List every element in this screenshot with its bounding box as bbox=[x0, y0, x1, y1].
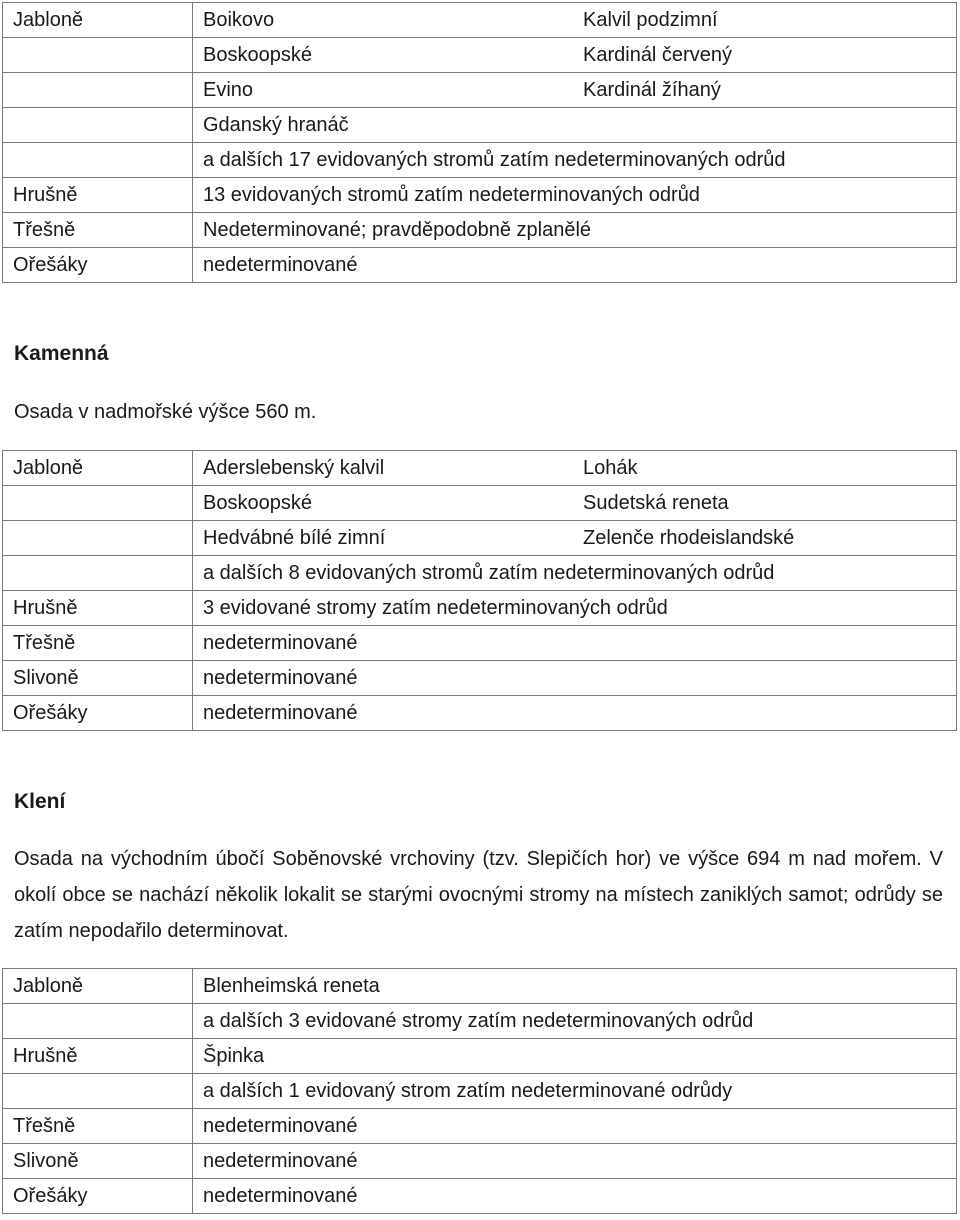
table-row bbox=[3, 521, 957, 556]
variety-cell: a dalších 8 evidovaných stromů zatím nedeterminovaných odrůd bbox=[193, 556, 957, 591]
table-row bbox=[3, 73, 957, 108]
table-row bbox=[3, 1039, 957, 1074]
category-cell: Třešně bbox=[3, 1109, 193, 1144]
category-cell: Slivoně bbox=[3, 1144, 193, 1179]
category-cell: Hrušně bbox=[3, 1039, 193, 1074]
table-row bbox=[3, 108, 957, 143]
table-row bbox=[3, 3, 957, 38]
variety-name: Zelenče rhodeislandské bbox=[583, 527, 795, 549]
variety-cell: nedeterminované bbox=[193, 1179, 957, 1214]
variety-cell bbox=[193, 451, 957, 486]
table-row bbox=[3, 38, 957, 73]
variety-name: Lohák bbox=[583, 457, 638, 479]
variety-cell: nedeterminované bbox=[193, 661, 957, 696]
variety-cell bbox=[193, 73, 957, 108]
variety-cell: a dalších 17 evidovaných stromů zatím nedeterminovaných odrůd bbox=[193, 143, 957, 178]
table-row bbox=[3, 486, 957, 521]
category-cell: Ořešáky bbox=[3, 248, 193, 283]
section-heading-kleni: Klení bbox=[14, 790, 66, 813]
variety-name: Boskoopské bbox=[203, 44, 312, 66]
category-cell: Ořešáky bbox=[3, 696, 193, 731]
table-row bbox=[3, 591, 957, 626]
variety-cell: nedeterminované bbox=[193, 1144, 957, 1179]
category-cell bbox=[3, 486, 193, 521]
table-row bbox=[3, 661, 957, 696]
category-cell: Slivoně bbox=[3, 661, 193, 696]
variety-name: Sudetská reneta bbox=[583, 492, 729, 514]
category-cell: Ořešáky bbox=[3, 1179, 193, 1214]
table-row bbox=[3, 213, 957, 248]
table-row bbox=[3, 248, 957, 283]
variety-name: Boskoopské bbox=[203, 492, 312, 514]
variety-cell: nedeterminované bbox=[193, 626, 957, 661]
table-row bbox=[3, 1179, 957, 1214]
variety-cell bbox=[193, 521, 957, 556]
table-row bbox=[3, 1074, 957, 1109]
section-heading-kamenna: Kamenná bbox=[14, 342, 109, 365]
table-row bbox=[3, 451, 957, 486]
variety-cell bbox=[193, 38, 957, 73]
variety-cell: Blenheimská reneta bbox=[193, 969, 957, 1004]
category-cell bbox=[3, 73, 193, 108]
orchard-table-2 bbox=[2, 450, 957, 731]
table-row bbox=[3, 969, 957, 1004]
variety-name: Kardinál žíhaný bbox=[583, 79, 721, 101]
variety-name: Evino bbox=[203, 79, 254, 101]
variety-cell: a dalších 3 evidované stromy zatím nedeterminovaných odrůd bbox=[193, 1004, 957, 1039]
table-row bbox=[3, 143, 957, 178]
table-row bbox=[3, 1144, 957, 1179]
table-row bbox=[3, 1004, 957, 1039]
variety-cell: Gdanský hranáč bbox=[193, 108, 957, 143]
table-row bbox=[3, 1109, 957, 1144]
table-row bbox=[3, 696, 957, 731]
variety-name: Aderslebenský kalvil bbox=[203, 457, 385, 479]
variety-cell bbox=[193, 486, 957, 521]
orchard-table-1 bbox=[2, 2, 957, 283]
category-cell bbox=[3, 38, 193, 73]
table-row bbox=[3, 556, 957, 591]
variety-name: Kalvil podzimní bbox=[583, 9, 718, 31]
variety-cell: nedeterminované bbox=[193, 1109, 957, 1144]
section-description-kleni: Osada na východním úbočí Soběnovské vrchoviny (tzv. Slepičích hor) ve výšce 694 m nad mořem. V okolí obce se nachází několik lokalit se starými ovocnými stromy na místech zaniklých samot; odrůdy se zatím nepodařilo determinovat. bbox=[14, 848, 943, 942]
variety-name: Kardinál červený bbox=[583, 44, 732, 66]
category-cell: Hrušně bbox=[3, 591, 193, 626]
category-cell: Jabloně bbox=[3, 969, 193, 1004]
variety-name: Hedvábné bílé zimní bbox=[203, 527, 386, 549]
category-cell: Jabloně bbox=[3, 3, 193, 38]
category-cell bbox=[3, 108, 193, 143]
variety-cell: a dalších 1 evidovaný strom zatím nedeterminované odrůdy bbox=[193, 1074, 957, 1109]
variety-name: Boikovo bbox=[203, 9, 275, 31]
variety-cell: nedeterminované bbox=[193, 248, 957, 283]
table-row bbox=[3, 178, 957, 213]
category-cell bbox=[3, 556, 193, 591]
category-cell: Třešně bbox=[3, 626, 193, 661]
orchard-table-3 bbox=[2, 968, 957, 1214]
category-cell: Jabloně bbox=[3, 451, 193, 486]
category-cell bbox=[3, 143, 193, 178]
category-cell: Hrušně bbox=[3, 178, 193, 213]
variety-cell: 3 evidované stromy zatím nedeterminovaných odrůd bbox=[193, 591, 957, 626]
variety-cell bbox=[193, 3, 957, 38]
variety-cell: Špinka bbox=[193, 1039, 957, 1074]
variety-cell: nedeterminované bbox=[193, 696, 957, 731]
category-cell bbox=[3, 521, 193, 556]
category-cell: Třešně bbox=[3, 213, 193, 248]
category-cell bbox=[3, 1074, 193, 1109]
variety-cell: Nedeterminované; pravděpodobně zplanělé bbox=[193, 213, 957, 248]
section-description-kamenna: Osada v nadmořské výšce 560 m. bbox=[14, 401, 317, 423]
variety-cell: 13 evidovaných stromů zatím nedeterminovaných odrůd bbox=[193, 178, 957, 213]
table-row bbox=[3, 626, 957, 661]
category-cell bbox=[3, 1004, 193, 1039]
